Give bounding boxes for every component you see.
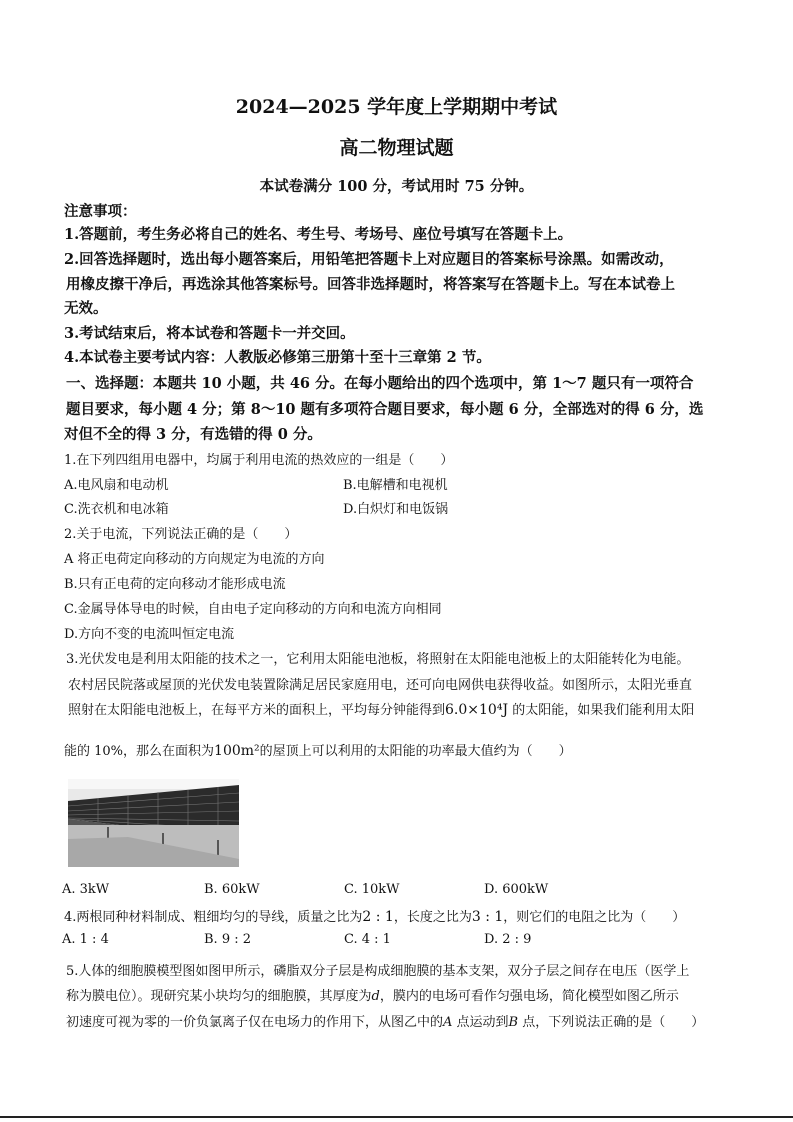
q4-option-d: D. 2 : 9: [484, 932, 532, 947]
q4-option-c: C. 4 : 1: [344, 932, 391, 947]
q1-option-c: C.洗衣机和电冰箱: [64, 502, 169, 517]
q3-line-4-text-a: 能的 10%，那么在面积为: [64, 744, 215, 759]
q5-line-1: 5.人体的细胞膜模型图如图甲所示，磷脂双分子层是构成细胞膜的基本支架，双分子层之间存在电压（医学上: [66, 964, 690, 979]
note-2-line-2: 用橡皮擦干净后，再选涂其他答案标号。回答非选择题时，将答案写在答题卡上。写在本试卷上: [66, 276, 675, 293]
q3-option-b: B. 60kW: [204, 882, 260, 897]
q5-line-2: [66, 985, 679, 1004]
q4-option-b: B. 9 : 2: [204, 932, 252, 947]
q2-option-c: C.金属导体导电的时候，自由电子定向移动的方向和电流方向相同: [64, 602, 442, 617]
notes-heading: 注意事项：: [64, 203, 137, 220]
page-bottom-rule: [0, 1116, 793, 1118]
note-4: 4.本试卷主要考试内容：人教版必修第三册第十至十三章第 2 节。: [64, 349, 491, 366]
q5-line-3-text-b: 点运动到: [452, 1015, 509, 1030]
solar-panel-image: [68, 779, 239, 867]
q4-text-c: ，则它们的电阻之比为（ ）: [503, 910, 686, 925]
section-1-line-1: 一、选择题：本题共 10 小题，共 46 分。在每小题给出的四个选项中，第 1～7 题只有一项符合: [66, 375, 694, 392]
q5-line-3-text-c: 点，下列说法正确的是（ ）: [518, 1015, 705, 1030]
q3-option-c: C. 10kW: [344, 882, 400, 897]
q3-line-3-text-b: 的太阳能，如果我们能利用太阳: [508, 703, 695, 718]
q5-line-2-text-a: 称为膜电位）。现研究某小块均匀的细胞膜，其厚度为: [66, 989, 372, 1004]
exam-title: 2024—2025 学年度上学期期中考试: [235, 96, 558, 118]
q3-option-d: D. 600kW: [484, 882, 549, 897]
q3-line-2: 农村居民院落或屋顶的光伏发电装置除满足居民家庭用电，还可向电网供电获得收益。如图所示，太阳光垂直: [68, 678, 693, 693]
q5-thickness-symbol: d: [371, 989, 380, 1004]
q4-text-b: ，长度之比为: [393, 910, 472, 925]
q1-option-a: A.电风扇和电动机: [64, 478, 169, 493]
note-1: 1.答题前，考生务必将自己的姓名、考生号、考场号、座位号填写在答题卡上。: [64, 226, 573, 243]
q3-line-3-text-a: 照射在太阳能电池板上，在每平方米的面积上，平均每分钟能得到: [68, 703, 446, 718]
q5-line-2-text-b: ，膜内的电场可看作匀强电场，简化模型如图乙所示: [379, 989, 679, 1004]
q3-line-3: [68, 699, 694, 718]
q5-point-b: B: [508, 1015, 519, 1030]
q4-option-a: A. 1 : 4: [62, 932, 109, 947]
exam-info: 本试卷满分 100 分，考试用时 75 分钟。: [259, 178, 534, 195]
paper-subtitle: 高二物理试题: [339, 137, 454, 159]
q2-option-b: B.只有正电荷的定向移动才能形成电流: [64, 577, 286, 592]
q4-stem: [64, 906, 685, 925]
q1-option-d: D.白炽灯和电饭锅: [343, 502, 449, 517]
q4-mass-ratio: 2 : 1: [362, 909, 394, 925]
q3-line-1: 3.光伏发电是利用太阳能的技术之一，它利用太阳能电池板，将照射在太阳能电池板上的太阳能转化为电能。: [66, 652, 690, 667]
note-2-line-3: 无效。: [64, 300, 108, 317]
section-1-line-3: 对但不全的得 3 分，有选错的得 0 分。: [64, 426, 322, 443]
q3-energy-value: 6.0×10⁴J: [445, 702, 509, 718]
q1-stem: 1.在下列四组用电器中，均属于利用电流的热效应的一组是（ ）: [64, 453, 454, 468]
q5-point-a: A: [443, 1015, 453, 1030]
q3-option-a: A. 3kW: [62, 882, 110, 897]
q4-length-ratio: 3 : 1: [471, 909, 504, 925]
q3-line-4-text-b: 的屋顶上可以利用的太阳能的功率最大值约为（ ）: [259, 744, 572, 759]
q2-stem: 2.关于电流，下列说法正确的是（ ）: [64, 527, 298, 542]
q5-line-3-text-a: 初速度可视为零的一价负氯离子仅在电场力的作用下，从图乙中的: [66, 1015, 444, 1030]
q2-option-a: A 将正电荷定向移动的方向规定为电流的方向: [64, 552, 325, 567]
q5-line-3: [66, 1011, 704, 1030]
note-3: 3.考试结束后，将本试卷和答题卡一并交回。: [64, 325, 355, 342]
q3-area-value: 100m²: [214, 743, 260, 759]
note-2-line-1: 2.回答选择题时，选出每小题答案后，用铅笔把答题卡上对应题目的答案标号涂黑。如需改动，: [64, 251, 674, 268]
section-1-line-2: 题目要求，每小题 4 分；第 8～10 题有多项符合题目要求，每小题 6 分，全部选对的得 6 分，选: [66, 401, 704, 418]
q1-option-b: B.电解槽和电视机: [343, 478, 448, 493]
q2-option-d: D.方向不变的电流叫恒定电流: [64, 627, 235, 642]
q4-text-a: 4.两根同种材料制成、粗细均匀的导线，质量之比为: [64, 910, 363, 925]
q3-line-4: [64, 740, 572, 759]
solar-panel-photo: [68, 779, 239, 867]
